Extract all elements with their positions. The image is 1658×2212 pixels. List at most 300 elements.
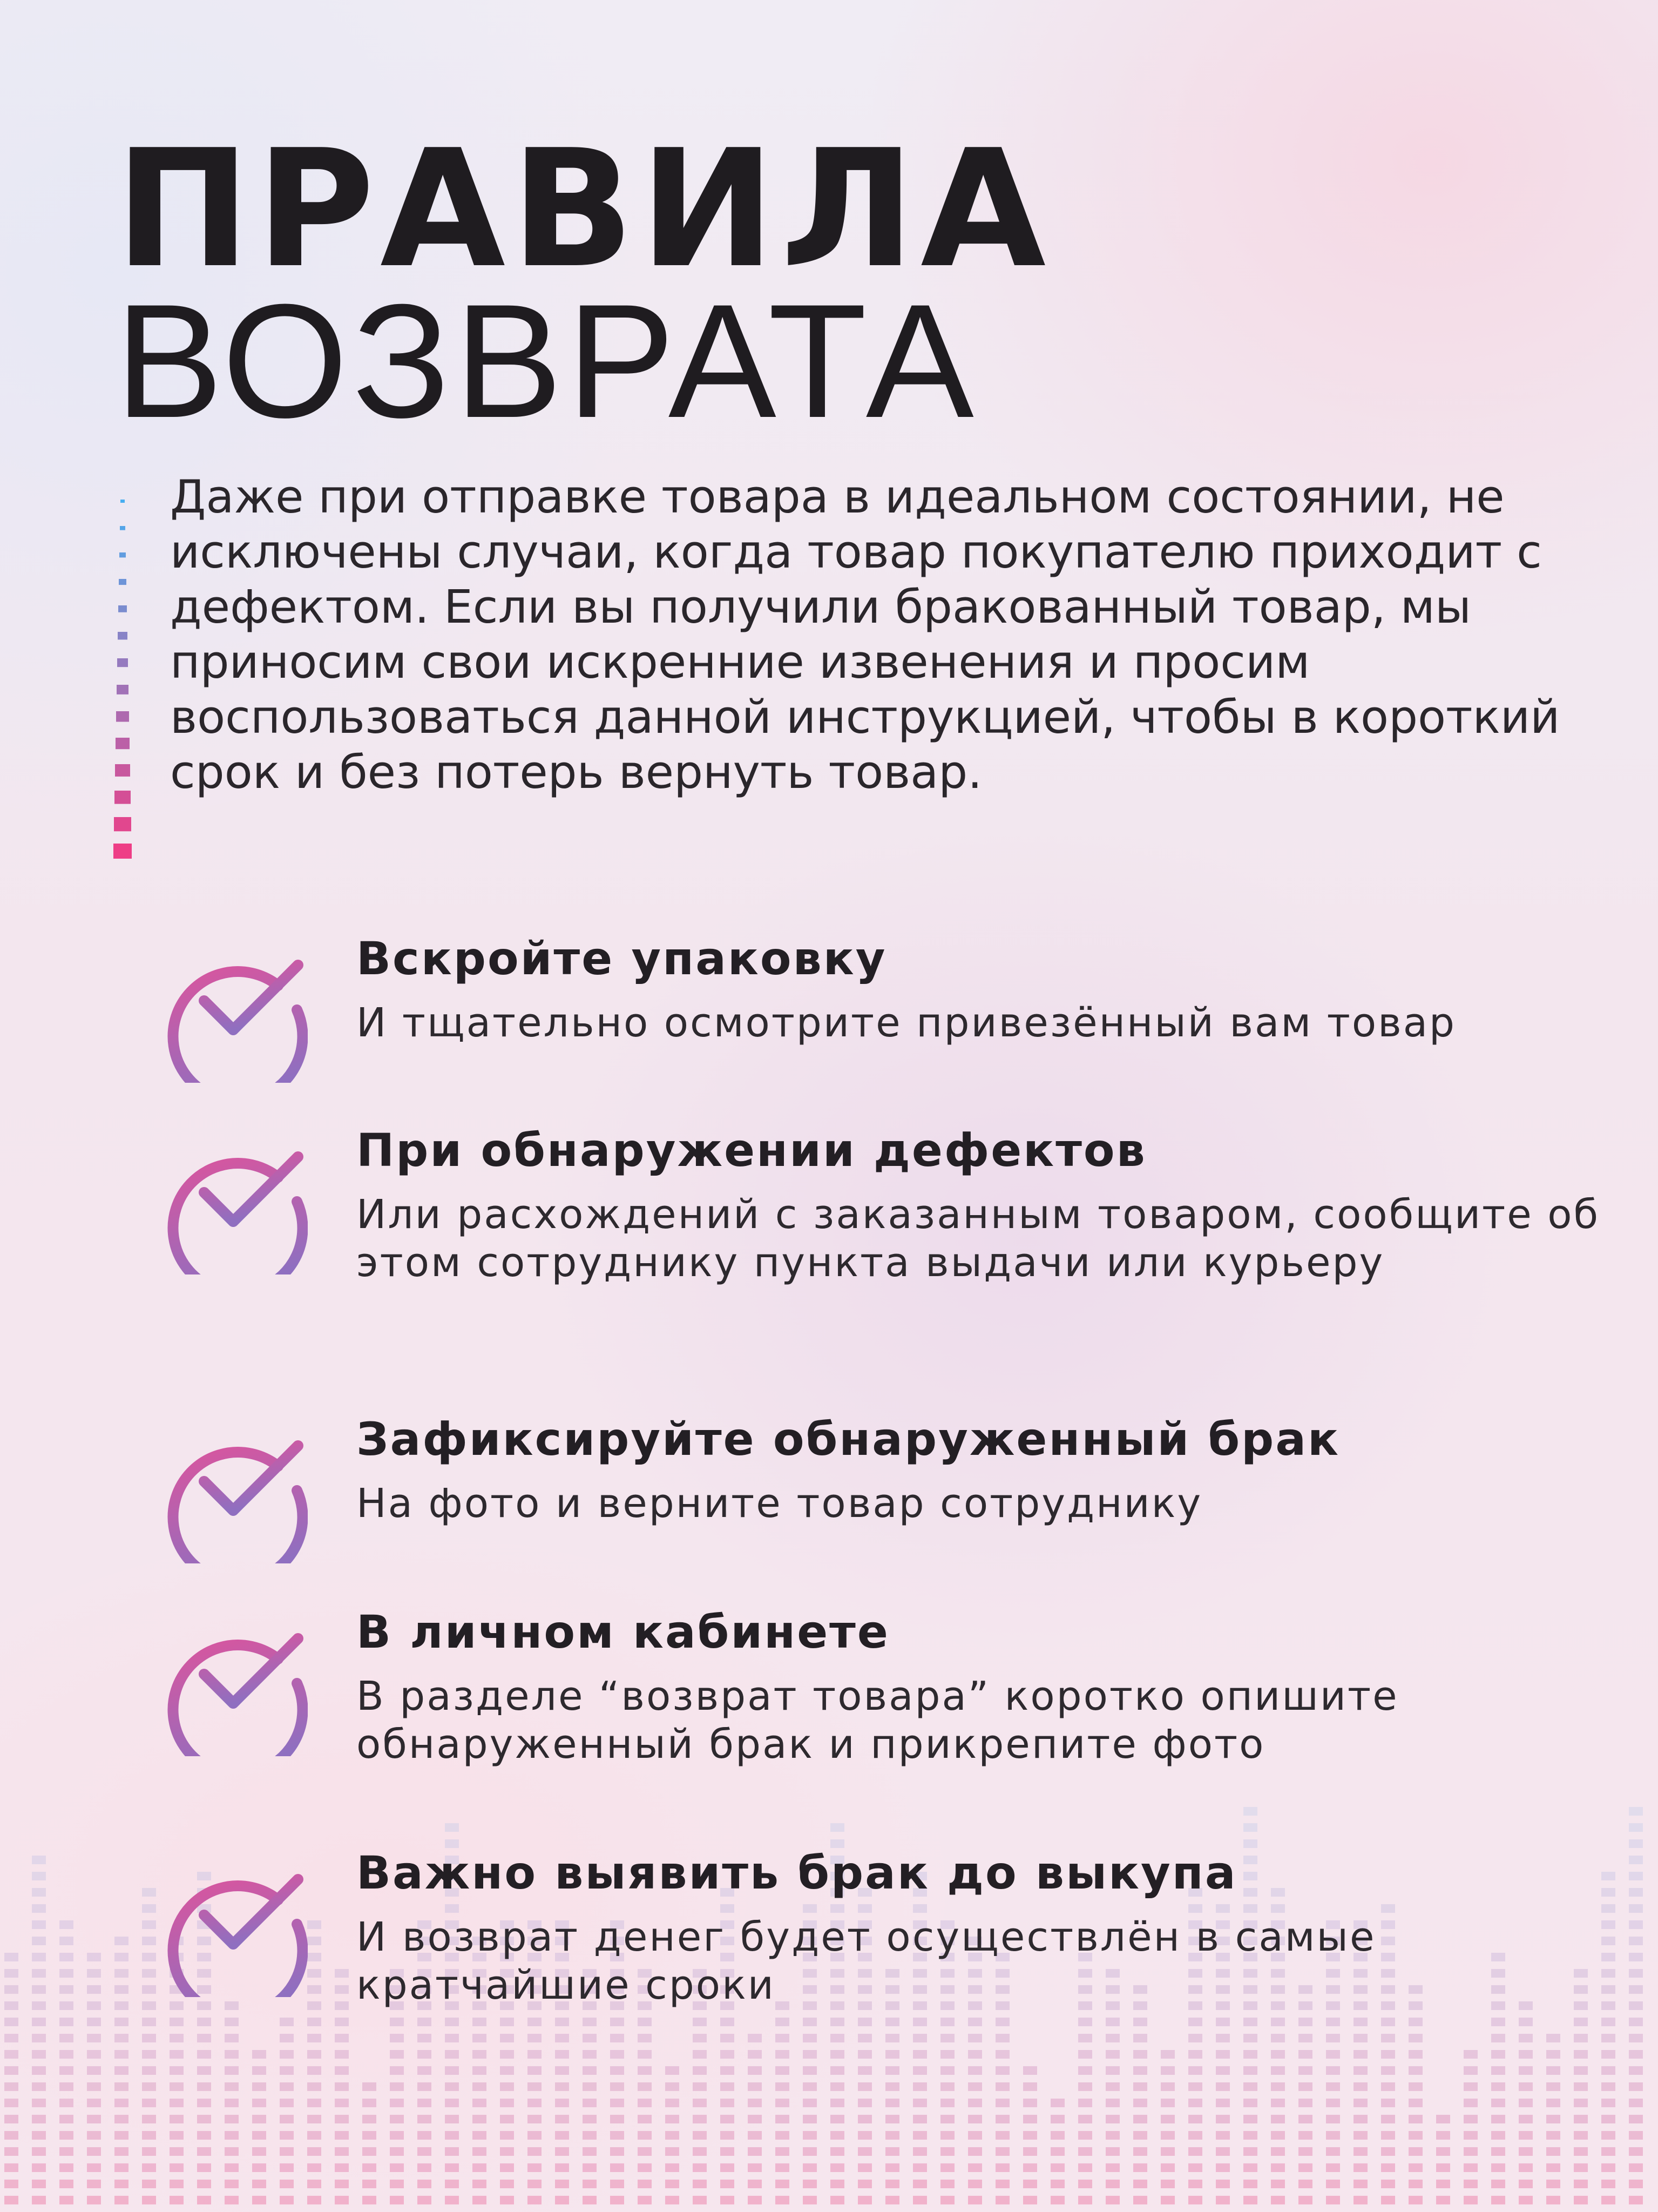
- equalizer-segment: [996, 2050, 1010, 2059]
- equalizer-segment: [1491, 2066, 1505, 2075]
- equalizer-segment: [1078, 2180, 1092, 2188]
- equalizer-segment: [665, 2115, 679, 2123]
- equalizer-segment: [610, 2147, 624, 2156]
- decoration-dot: [114, 817, 131, 831]
- equalizer-segment: [1464, 2163, 1478, 2172]
- equalizer-segment: [1574, 2115, 1588, 2123]
- equalizer-segment: [252, 2099, 266, 2107]
- equalizer-segment: [1629, 2001, 1643, 2010]
- equalizer-segment: [445, 2131, 459, 2140]
- equalizer-segment: [610, 2050, 624, 2059]
- equalizer-segment: [4, 2147, 18, 2156]
- equalizer-segment: [87, 2001, 101, 2010]
- equalizer-segment: [610, 2099, 624, 2107]
- equalizer-segment: [280, 2196, 294, 2204]
- equalizer-segment: [1629, 2131, 1643, 2140]
- equalizer-segment: [1188, 2050, 1202, 2059]
- equalizer-segment: [638, 2082, 652, 2091]
- equalizer-segment: [32, 2066, 46, 2075]
- equalizer-segment: [1519, 2050, 1533, 2059]
- equalizer-segment: [858, 2082, 872, 2091]
- equalizer-segment: [114, 2196, 128, 2204]
- equalizer-segment: [114, 1969, 128, 1978]
- equalizer-segment: [1298, 2196, 1312, 2204]
- equalizer-segment: [445, 2034, 459, 2042]
- equalizer-segment: [555, 2082, 569, 2091]
- equalizer-segment: [830, 2147, 844, 2156]
- equalizer-segment: [307, 2001, 321, 2010]
- step-title: Вскройте упаковку: [356, 932, 887, 985]
- equalizer-segment: [1546, 2082, 1560, 2091]
- equalizer-segment: [1133, 2115, 1147, 2123]
- equalizer-segment: [1491, 2131, 1505, 2140]
- equalizer-segment: [1023, 2147, 1037, 2156]
- equalizer-segment: [555, 2163, 569, 2172]
- check-circle-icon: [162, 937, 308, 1083]
- equalizer-segment: [252, 2050, 266, 2059]
- equalizer-segment: [362, 2099, 376, 2107]
- equalizer-segment: [638, 2066, 652, 2075]
- equalizer-segment: [307, 2066, 321, 2075]
- equalizer-segment: [1574, 2131, 1588, 2140]
- equalizer-segment: [1326, 2147, 1340, 2156]
- equalizer-segment: [1188, 2066, 1202, 2075]
- decoration-dot: [120, 526, 125, 530]
- equalizer-segment: [362, 2115, 376, 2123]
- equalizer-segment: [335, 2099, 349, 2107]
- equalizer-segment: [307, 2163, 321, 2172]
- equalizer-segment: [1188, 2196, 1202, 2204]
- equalizer-segment: [940, 2180, 955, 2188]
- decoration-dot: [114, 791, 131, 804]
- equalizer-segment: [720, 2115, 734, 2123]
- check-circle-icon: [162, 1129, 308, 1274]
- equalizer-segment: [170, 2001, 184, 2010]
- equalizer-segment: [1601, 2196, 1615, 2204]
- equalizer-segment: [1078, 2147, 1092, 2156]
- equalizer-segment: [170, 2147, 184, 2156]
- equalizer-segment: [1629, 1985, 1643, 1994]
- step-1: [162, 932, 1620, 1088]
- equalizer-segment: [1133, 2163, 1147, 2172]
- equalizer-segment: [1271, 2147, 1285, 2156]
- equalizer-segment: [335, 2001, 349, 2010]
- equalizer-segment: [638, 2050, 652, 2059]
- equalizer-segment: [1298, 2034, 1312, 2042]
- equalizer-segment: [720, 2163, 734, 2172]
- equalizer-segment: [1133, 2196, 1147, 2204]
- equalizer-segment: [913, 2180, 927, 2188]
- equalizer-segment: [225, 2115, 239, 2123]
- equalizer-segment: [32, 1872, 46, 1880]
- equalizer-segment: [527, 2115, 542, 2123]
- equalizer-segment: [390, 2066, 404, 2075]
- equalizer-segment: [335, 2066, 349, 2075]
- equalizer-segment: [748, 2180, 762, 2188]
- equalizer-segment: [775, 2147, 789, 2156]
- equalizer-segment: [142, 1904, 156, 1913]
- equalizer-segment: [858, 2131, 872, 2140]
- equalizer-segment: [114, 2131, 128, 2140]
- equalizer-segment: [527, 2018, 542, 2026]
- equalizer-segment: [913, 2066, 927, 2075]
- equalizer-segment: [4, 2131, 18, 2140]
- equalizer-segment: [445, 2018, 459, 2026]
- equalizer-segment: [775, 2066, 789, 2075]
- equalizer-segment: [583, 2180, 597, 2188]
- equalizer-segment: [693, 2196, 707, 2204]
- equalizer-segment: [885, 2082, 899, 2091]
- equalizer-segment: [830, 2196, 844, 2204]
- equalizer-segment: [142, 1953, 156, 1961]
- equalizer-segment: [1381, 2066, 1395, 2075]
- equalizer-segment: [1051, 2147, 1065, 2156]
- equalizer-segment: [197, 2147, 211, 2156]
- equalizer-segment: [1216, 2050, 1230, 2059]
- equalizer-segment: [1106, 2034, 1120, 2042]
- equalizer-segment: [472, 2180, 486, 2188]
- equalizer-segment: [1574, 2099, 1588, 2107]
- equalizer-segment: [858, 2099, 872, 2107]
- equalizer-segment: [87, 2163, 101, 2172]
- equalizer-segment: [1464, 2099, 1478, 2107]
- equalizer-segment: [417, 2082, 431, 2091]
- equalizer-segment: [114, 2050, 128, 2059]
- equalizer-segment: [1409, 2196, 1423, 2204]
- equalizer-segment: [1519, 2196, 1533, 2204]
- equalizer-segment: [1546, 2196, 1560, 2204]
- equalizer-segment: [59, 1985, 73, 1994]
- equalizer-segment: [693, 2082, 707, 2091]
- equalizer-segment: [996, 2131, 1010, 2140]
- equalizer-segment: [720, 2196, 734, 2204]
- equalizer-segment: [610, 2163, 624, 2172]
- equalizer-segment: [1106, 2082, 1120, 2091]
- equalizer-segment: [748, 2066, 762, 2075]
- equalizer-segment: [693, 2018, 707, 2026]
- equalizer-segment: [1491, 2082, 1505, 2091]
- equalizer-segment: [720, 2147, 734, 2156]
- equalizer-segment: [335, 2034, 349, 2042]
- equalizer-segment: [527, 2099, 542, 2107]
- equalizer-segment: [1106, 2180, 1120, 2188]
- equalizer-segment: [583, 2066, 597, 2075]
- equalizer-segment: [913, 2034, 927, 2042]
- equalizer-segment: [775, 2163, 789, 2172]
- equalizer-segment: [1243, 1823, 1257, 1832]
- equalizer-segment: [500, 2034, 514, 2042]
- equalizer-segment: [59, 1920, 73, 1929]
- equalizer-segment: [968, 2147, 982, 2156]
- equalizer-segment: [583, 2163, 597, 2172]
- equalizer-segment: [32, 2131, 46, 2140]
- equalizer-segment: [142, 2115, 156, 2123]
- equalizer-segment: [1326, 2099, 1340, 2107]
- equalizer-segment: [225, 2196, 239, 2204]
- equalizer-segment: [1078, 2131, 1092, 2140]
- equalizer-segment: [693, 2050, 707, 2059]
- check-circle-icon: [162, 1610, 308, 1756]
- equalizer-segment: [748, 2131, 762, 2140]
- equalizer-segment: [1574, 2018, 1588, 2026]
- equalizer-segment: [693, 2131, 707, 2140]
- equalizer-segment: [996, 2066, 1010, 2075]
- equalizer-segment: [1298, 2066, 1312, 2075]
- equalizer-segment: [748, 2082, 762, 2091]
- equalizer-segment: [1546, 2163, 1560, 2172]
- equalizer-segment: [59, 2099, 73, 2107]
- equalizer-segment: [968, 2115, 982, 2123]
- equalizer-segment: [1133, 2066, 1147, 2075]
- equalizer-segment: [1601, 2147, 1615, 2156]
- equalizer-segment: [610, 2066, 624, 2075]
- equalizer-segment: [1326, 2115, 1340, 2123]
- equalizer-segment: [1519, 2163, 1533, 2172]
- equalizer-segment: [1601, 2115, 1615, 2123]
- equalizer-segment: [913, 2099, 927, 2107]
- equalizer-segment: [32, 2147, 46, 2156]
- equalizer-segment: [1271, 2034, 1285, 2042]
- page-title-line2: ВОЗВРАТА: [115, 270, 978, 451]
- equalizer-segment: [1354, 2180, 1368, 2188]
- equalizer-segment: [1161, 2082, 1175, 2091]
- equalizer-segment: [114, 2180, 128, 2188]
- equalizer-segment: [472, 2147, 486, 2156]
- equalizer-segment: [748, 2196, 762, 2204]
- equalizer-segment: [748, 2099, 762, 2107]
- equalizer-segment: [59, 2163, 73, 2172]
- equalizer-segment: [32, 2018, 46, 2026]
- equalizer-segment: [142, 2147, 156, 2156]
- equalizer-segment: [830, 2082, 844, 2091]
- equalizer-segment: [59, 2115, 73, 2123]
- equalizer-segment: [32, 2082, 46, 2091]
- equalizer-segment: [665, 2196, 679, 2204]
- equalizer-segment: [830, 1823, 844, 1832]
- equalizer-segment: [968, 2066, 982, 2075]
- equalizer-segment: [114, 2034, 128, 2042]
- equalizer-segment: [555, 2131, 569, 2140]
- equalizer-segment: [1188, 2018, 1202, 2026]
- equalizer-segment: [114, 2115, 128, 2123]
- equalizer-segment: [720, 2018, 734, 2026]
- equalizer-segment: [500, 2082, 514, 2091]
- equalizer-segment: [1188, 2082, 1202, 2091]
- equalizer-segment: [1133, 2034, 1147, 2042]
- equalizer-segment: [665, 2180, 679, 2188]
- equalizer-segment: [225, 2018, 239, 2026]
- equalizer-segment: [610, 2115, 624, 2123]
- equalizer-segment: [32, 2034, 46, 2042]
- equalizer-segment: [748, 2147, 762, 2156]
- equalizer-segment: [913, 2131, 927, 2140]
- equalizer-segment: [1078, 2050, 1092, 2059]
- equalizer-segment: [1216, 2066, 1230, 2075]
- equalizer-segment: [1133, 2131, 1147, 2140]
- equalizer-segment: [32, 2180, 46, 2188]
- equalizer-segment: [1326, 2131, 1340, 2140]
- equalizer-segment: [1574, 2034, 1588, 2042]
- equalizer-segment: [390, 2034, 404, 2042]
- equalizer-segment: [803, 2131, 817, 2140]
- equalizer-segment: [1629, 2034, 1643, 2042]
- equalizer-segment: [1409, 2050, 1423, 2059]
- equalizer-segment: [170, 2099, 184, 2107]
- equalizer-segment: [307, 2115, 321, 2123]
- equalizer-segment: [885, 2050, 899, 2059]
- equalizer-segment: [1519, 2115, 1533, 2123]
- equalizer-segment: [225, 2147, 239, 2156]
- equalizer-segment: [968, 2050, 982, 2059]
- equalizer-segment: [32, 2163, 46, 2172]
- equalizer-segment: [775, 2018, 789, 2026]
- equalizer-segment: [307, 2180, 321, 2188]
- equalizer-segment: [280, 2082, 294, 2091]
- equalizer-segment: [225, 2163, 239, 2172]
- equalizer-segment: [417, 2163, 431, 2172]
- equalizer-segment: [858, 2147, 872, 2156]
- equalizer-segment: [1216, 2099, 1230, 2107]
- equalizer-segment: [32, 1953, 46, 1961]
- equalizer-segment: [527, 2163, 542, 2172]
- equalizer-segment: [803, 2115, 817, 2123]
- step-5: [162, 1846, 1620, 2008]
- equalizer-segment: [390, 2018, 404, 2026]
- equalizer-segment: [693, 2115, 707, 2123]
- equalizer-segment: [665, 2099, 679, 2107]
- decoration-dot: [115, 764, 130, 777]
- equalizer-segment: [996, 2196, 1010, 2204]
- step-description: В разделе “возврат товара” коротко опишите обнаруженный брак и прикрепите фото: [356, 1673, 1399, 1768]
- equalizer-segment: [472, 2163, 486, 2172]
- equalizer-segment: [913, 2115, 927, 2123]
- equalizer-segment: [1436, 2196, 1450, 2204]
- equalizer-segment: [1381, 2163, 1395, 2172]
- equalizer-segment: [638, 2131, 652, 2140]
- equalizer-segment: [390, 2147, 404, 2156]
- equalizer-segment: [170, 2115, 184, 2123]
- equalizer-segment: [665, 2082, 679, 2091]
- equalizer-segment: [142, 2066, 156, 2075]
- equalizer-segment: [1078, 2034, 1092, 2042]
- equalizer-segment: [390, 2131, 404, 2140]
- equalizer-segment: [1326, 2050, 1340, 2059]
- equalizer-segment: [170, 2180, 184, 2188]
- equalizer-segment: [803, 2196, 817, 2204]
- equalizer-segment: [59, 2018, 73, 2026]
- decoration-dot: [119, 552, 126, 557]
- equalizer-segment: [390, 2180, 404, 2188]
- equalizer-segment: [913, 2163, 927, 2172]
- equalizer-segment: [280, 2034, 294, 2042]
- equalizer-segment: [307, 2050, 321, 2059]
- equalizer-segment: [858, 2066, 872, 2075]
- equalizer-segment: [142, 2180, 156, 2188]
- equalizer-segment: [114, 2066, 128, 2075]
- equalizer-segment: [4, 1953, 18, 1961]
- equalizer-segment: [142, 2196, 156, 2204]
- equalizer-segment: [1298, 2163, 1312, 2172]
- equalizer-segment: [830, 2066, 844, 2075]
- equalizer-segment: [1161, 2066, 1175, 2075]
- equalizer-segment: [1243, 2131, 1257, 2140]
- equalizer-segment: [1243, 2163, 1257, 2172]
- equalizer-segment: [775, 2131, 789, 2140]
- equalizer-segment: [59, 2131, 73, 2140]
- equalizer-segment: [858, 2050, 872, 2059]
- equalizer-segment: [638, 2115, 652, 2123]
- equalizer-segment: [114, 2147, 128, 2156]
- equalizer-segment: [59, 1969, 73, 1978]
- equalizer-segment: [940, 2196, 955, 2204]
- equalizer-segment: [87, 2066, 101, 2075]
- equalizer-segment: [1161, 2050, 1175, 2059]
- equalizer-segment: [693, 2099, 707, 2107]
- equalizer-segment: [390, 2163, 404, 2172]
- equalizer-segment: [1354, 2050, 1368, 2059]
- equalizer-segment: [1023, 2082, 1037, 2091]
- equalizer-segment: [4, 2196, 18, 2204]
- equalizer-segment: [583, 2034, 597, 2042]
- equalizer-segment: [940, 2131, 955, 2140]
- equalizer-segment: [583, 2147, 597, 2156]
- equalizer-segment: [1436, 2147, 1450, 2156]
- equalizer-segment: [1133, 2099, 1147, 2107]
- equalizer-segment: [1188, 2099, 1202, 2107]
- equalizer-segment: [830, 2050, 844, 2059]
- equalizer-segment: [142, 1920, 156, 1929]
- equalizer-segment: [417, 2066, 431, 2075]
- equalizer-segment: [1216, 2034, 1230, 2042]
- equalizer-segment: [417, 2034, 431, 2042]
- equalizer-segment: [1161, 2163, 1175, 2172]
- equalizer-segment: [32, 1985, 46, 1994]
- equalizer-segment: [1546, 2050, 1560, 2059]
- equalizer-segment: [720, 2050, 734, 2059]
- equalizer-segment: [87, 1985, 101, 1994]
- equalizer-segment: [362, 2196, 376, 2204]
- equalizer-segment: [225, 2180, 239, 2188]
- equalizer-segment: [1464, 2066, 1478, 2075]
- equalizer-segment: [1381, 2050, 1395, 2059]
- equalizer-segment: [335, 2163, 349, 2172]
- equalizer-segment: [1243, 2115, 1257, 2123]
- equalizer-segment: [527, 2050, 542, 2059]
- equalizer-segment: [1629, 2180, 1643, 2188]
- equalizer-segment: [610, 2131, 624, 2140]
- page-title-line1: ПРАВИЛА: [115, 115, 1052, 304]
- equalizer-segment: [775, 2115, 789, 2123]
- equalizer-segment: [1298, 2082, 1312, 2091]
- equalizer-segment: [4, 2082, 18, 2091]
- equalizer-segment: [1629, 2196, 1643, 2204]
- equalizer-segment: [1464, 2147, 1478, 2156]
- equalizer-segment: [748, 2050, 762, 2059]
- equalizer-segment: [225, 2034, 239, 2042]
- equalizer-segment: [4, 2018, 18, 2026]
- equalizer-segment: [362, 2131, 376, 2140]
- equalizer-segment: [775, 2196, 789, 2204]
- equalizer-segment: [1629, 1920, 1643, 1929]
- equalizer-segment: [307, 2147, 321, 2156]
- equalizer-segment: [693, 2147, 707, 2156]
- equalizer-segment: [32, 1920, 46, 1929]
- equalizer-segment: [252, 2131, 266, 2140]
- equalizer-segment: [1271, 2050, 1285, 2059]
- equalizer-segment: [968, 2082, 982, 2091]
- equalizer-segment: [968, 2196, 982, 2204]
- equalizer-segment: [142, 2001, 156, 2010]
